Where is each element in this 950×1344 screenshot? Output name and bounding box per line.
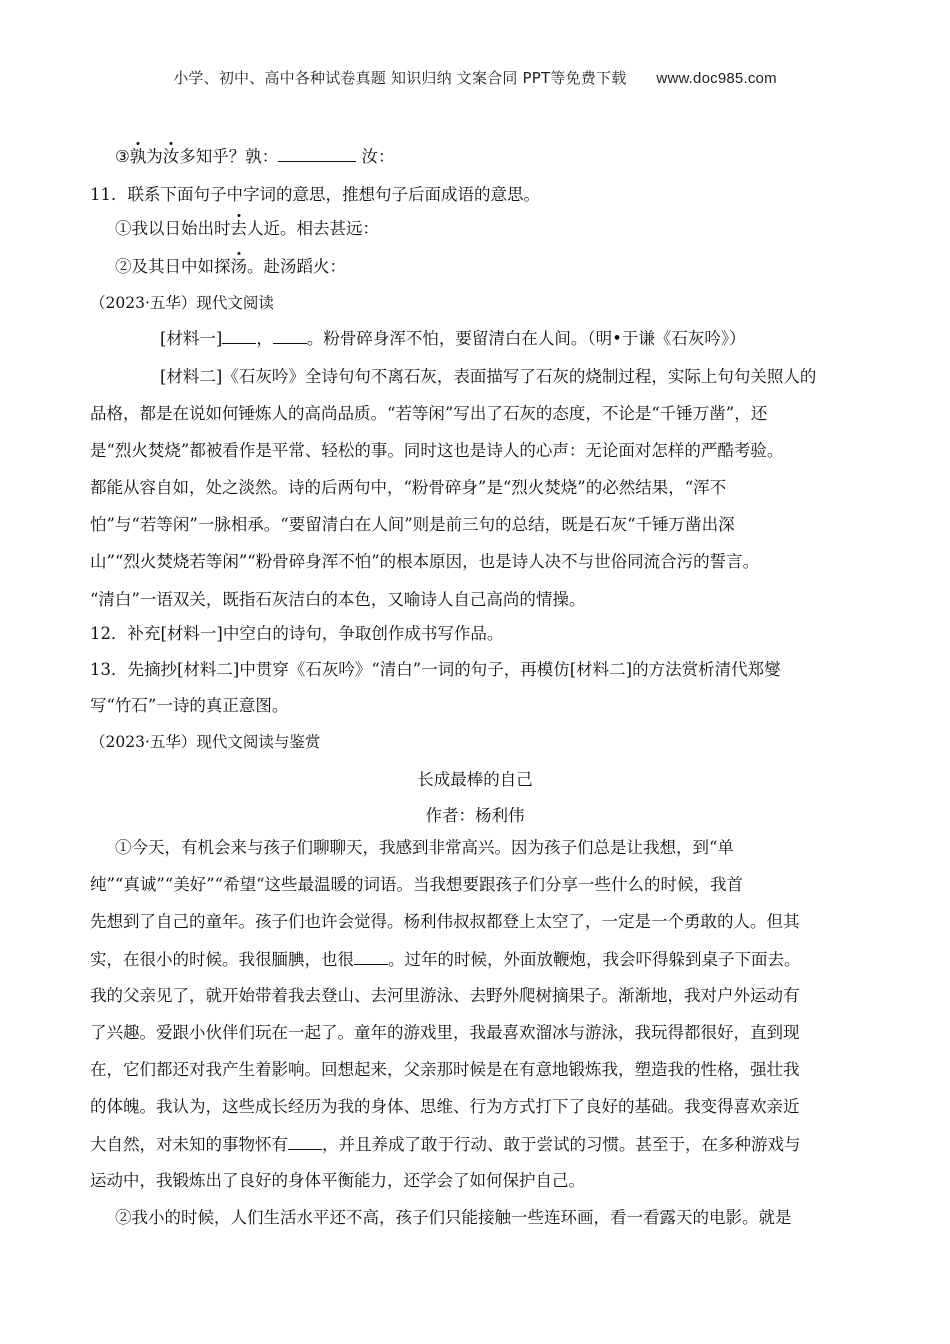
- section2-source: （2023·五华）现代文阅读与鉴赏: [90, 733, 321, 751]
- paragraph-line: 在，它们都还对我产生着影响。回想起来，父亲那时候是在有意地锻炼我，塑造我的性格，强壮我: [90, 1060, 800, 1079]
- paragraph-line: 的体魄。我认为，这些成长经历为我的身体、思维、行为方式打下了良好的基础。我变得喜欢亲近: [90, 1097, 800, 1116]
- q10-item3: ③孰为汝多知乎？孰： 汝：: [115, 147, 395, 166]
- answer-blank[interactable]: [288, 1133, 322, 1150]
- answer-blank[interactable]: [273, 327, 307, 344]
- q11-item1: ①我以日始出时去人近。相去甚远：: [115, 219, 379, 238]
- material2-line: [材料二]《石灰吟》全诗句句不离石灰，表面描写了石灰的烧制过程，实际上句句关照人的: [160, 367, 817, 386]
- section1-source: （2023·五华）现代文阅读: [90, 294, 274, 312]
- paragraph-line: 先想到了自己的童年。孩子们也许会觉得。杨利伟叔叔都登上太空了，一定是一个勇敢的人。但其: [90, 912, 800, 931]
- article-title: 长成最棒的自己: [417, 770, 533, 789]
- q13-line1: 13．先摘抄[材料二]中贯穿《石灰吟》“清白”一词的句子，再模仿[材料二]的方法赏析清代郑燮: [90, 660, 781, 679]
- dotted-char: 孰: [129, 147, 147, 166]
- page-header: [0, 67, 950, 88]
- q11-stem: 11．联系下面句子中字词的意思，推想句子后面成语的意思。: [90, 185, 540, 204]
- dotted-char: 汤: [230, 257, 247, 276]
- paragraph-line: 我的父亲见了，就开始带着我去登山、去河里游泳、去野外爬树摘果子。渐渐地，我对户外运动有: [90, 986, 800, 1005]
- paragraph-line: ①今天，有机会来与孩子们聊聊天，我感到非常高兴。因为孩子们总是让我想，到“单: [115, 838, 734, 857]
- paragraph-line: 纯”“真诚”“美好”“希望“这些最温暖的词语。当我想要跟孩子们分享一些什么的时候，我首: [90, 875, 744, 894]
- paragraph-line: 大自然，对未知的事物怀有 ，并且养成了敢于行动、敢于尝试的习惯。甚至于，在多种游戏与: [90, 1135, 801, 1154]
- paragraph-line: 实，在很小的时候。我很腼腆，也很 。过年的时候，外面放鞭炮，我会吓得躲到桌子下面去。: [90, 950, 801, 969]
- answer-blank[interactable]: [278, 145, 356, 162]
- material2-line: “清白”一语双关，既指石灰洁白的本色，又喻诗人自己高尚的情操。: [90, 590, 586, 609]
- paragraph-line: 运动中，我锻炼出了良好的身体平衡能力，还学会了如何保护自己。: [90, 1171, 585, 1190]
- dotted-char: 汝: [162, 147, 180, 166]
- material2-line: 是“烈火焚烧”都被看作是平常、轻松的事。同时这也是诗人的心声：无论面对怎样的严酷考验。: [90, 441, 784, 460]
- answer-blank[interactable]: [222, 327, 256, 344]
- paragraph-line: 了兴趣。爱跟小伙伴们玩在一起了。童年的游戏里，我最喜欢溜冰与游泳，我玩得都很好，直到现: [90, 1023, 800, 1042]
- q12: 12．补充[材料一]中空白的诗句，争取创作成书写作品。: [90, 624, 504, 643]
- dotted-char: 去: [230, 219, 247, 238]
- header-text: 小学、初中、高中各种试卷真题 知识归纳 文案合同 PPT等免费下载: [173, 69, 627, 87]
- header-site[interactable]: www.doc985.com: [656, 70, 777, 87]
- material2-line: 都能从容自如，处之淡然。诗的后两句中，“粉骨碎身”是“烈火焚烧”的必然结果，“浑不: [90, 478, 727, 497]
- paragraph-line: ②我小的时候，人们生活水平还不高，孩子们只能接触一些连环画，看一看露天的电影。就是: [115, 1208, 792, 1227]
- material2-line: 品格，都是在说如何锤炼人的高尚品质。“若等闲”写出了石灰的态度，不论是“千锤万凿”，还: [90, 404, 768, 423]
- material2-line: 山”“烈火焚烧若等闲”“粉骨碎身浑不怕”的根本原因，也是诗人决不与世俗同流合污的誓言。: [90, 552, 760, 571]
- q11-item2: ②及其日中如探汤。赴汤蹈火：: [115, 257, 346, 276]
- q13-line2: 写“竹石”一诗的真正意图。: [90, 696, 289, 715]
- material1: [材料一] ， 。粉骨碎身浑不怕，要留清白在人间。（明•于谦《石灰吟》）: [160, 329, 746, 348]
- material2-line: 怕”与“若等闲”一脉相承。“要留清白在人间”则是前三句的总结，既是石灰“千锤万凿出深: [90, 515, 735, 534]
- answer-blank[interactable]: [354, 948, 388, 965]
- article-author: 作者：杨利伟: [425, 806, 525, 825]
